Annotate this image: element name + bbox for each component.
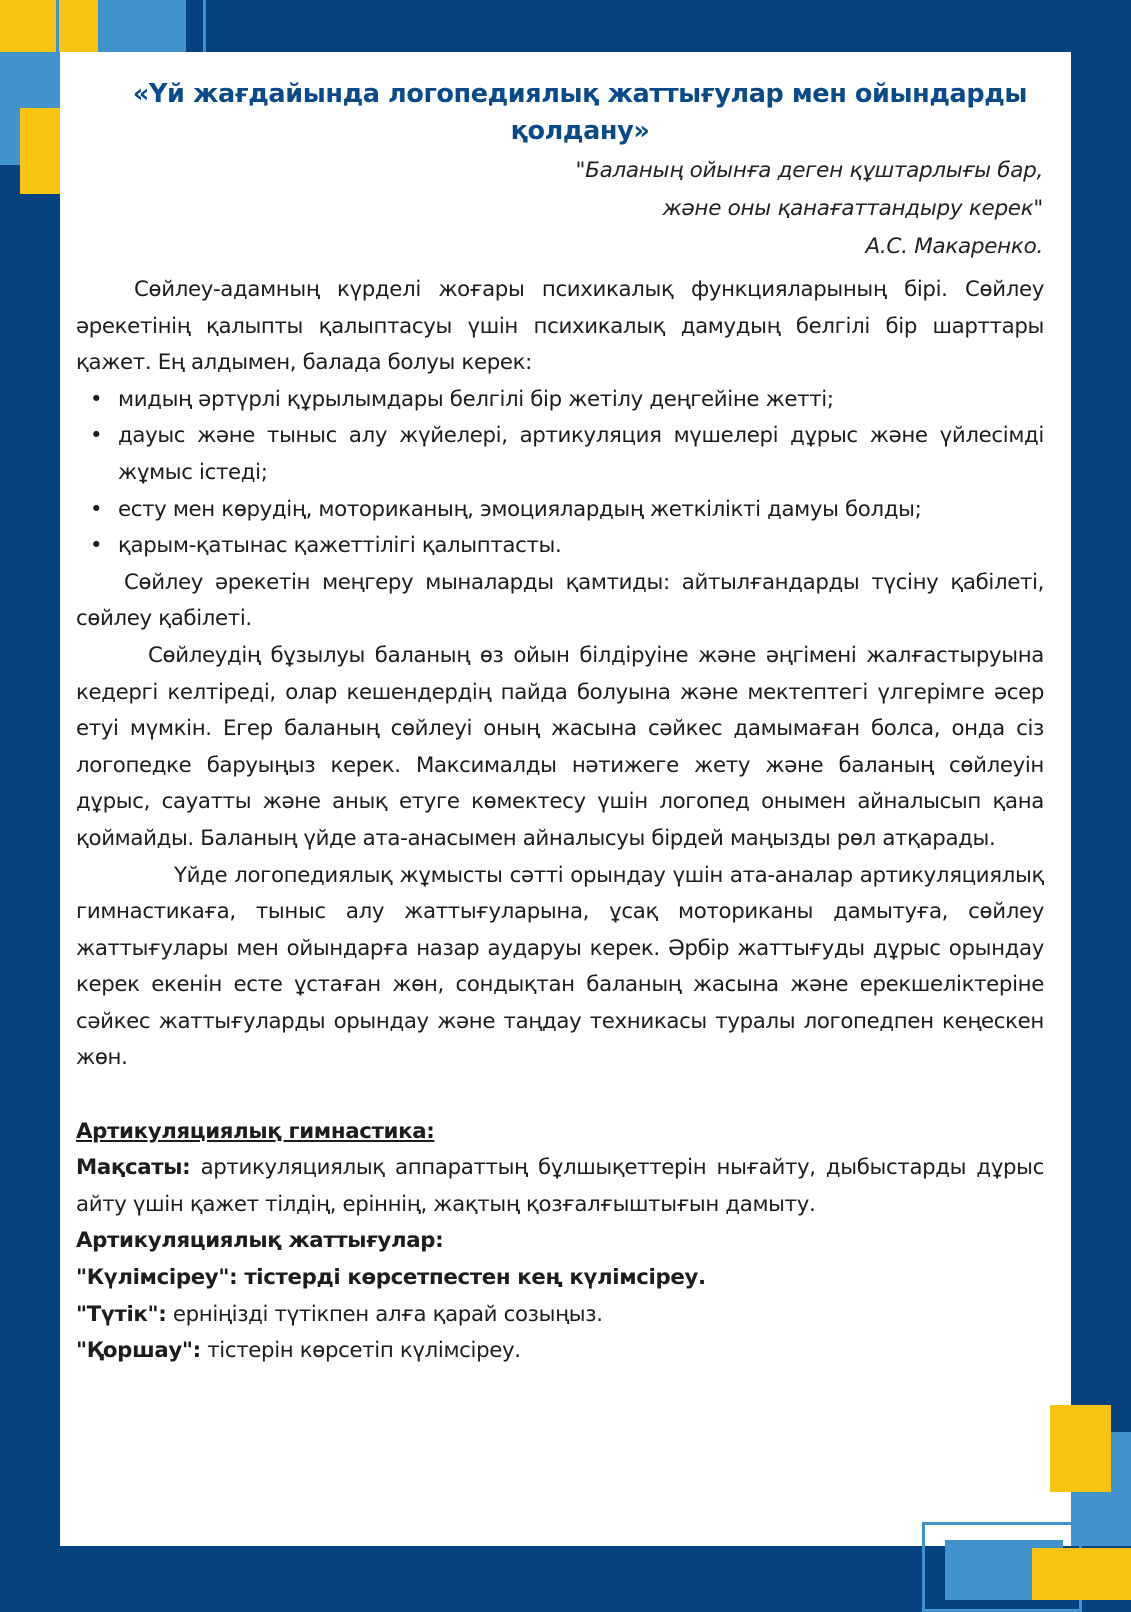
bullet-icon: • <box>90 423 103 449</box>
exercise-item <box>76 1333 1044 1370</box>
paragraph-speech-mastery: Сөйлеу әрекетін меңгеру мыналарды қамтиды: айтылғандарды түсіну қабілеті, сөйлеу қабілеті. <box>76 569 1044 632</box>
list-item: • мидың әртүрлі құрылымдары белгілі бір жетілу деңгейіне жетті; <box>118 382 1044 419</box>
epigraph-author: А.С. Макаренко. <box>865 234 1043 259</box>
conditions-list <box>76 382 1044 565</box>
list-item: • қарым-қатынас қажеттілігі қалыптасты. <box>118 528 1044 565</box>
epigraph-line-1: "Баланың ойынға деген құштарлығы бар, <box>575 158 1043 183</box>
exercise-desc: тістерді көрсетпестен кең күлімсіреу. <box>237 1265 706 1291</box>
paragraph-home-work: Үйде логопедиялық жұмысты сәтті орындау үшін ата-аналар артикуляциялық гимнастикаға, тыныс алу жаттығуларына, ұсақ моториканы дамытуға, сөйлеу жаттығулары мен ойындарға назар аударуы керек. Әрбір жаттығуды дұрыс орындау керек екенін есте ұстаған жөн, сондықтан баланың жасына және ерекшеліктеріне сәйкес жаттығуларды орындау және таңдау техникасы туралы логопедпен кеңескен жөн. <box>76 862 1044 1071</box>
exercises-heading: Артикуляциялық жаттығулар: <box>76 1228 444 1254</box>
epigraph-line-2: және оны қанағаттандыру керек" <box>662 196 1043 221</box>
exercise-name: "Түтік": <box>76 1301 167 1327</box>
paragraph-speech-disorder: Сөйлеудің бұзылуы баланың өз ойын білдіруіне және әңгімені жалғастыруына кедергі келтіреді, олар кешендердің пайда болуына және мектептегі үлгерімге әсер етуі мүмкін. Егер баланың сөйлеуі оның жасына сәйкес дамымаған болса, онда сіз логопедке баруыңыз керек. Максималды нәтижеге жету және баланың сөйлеуін дұрыс, сауатты және анық етуге көмектесу үшін логопед онымен айналысып қана қоймайды. Баланың үйде ата-анасымен айналысуы бірдей маңызды рөл атқарады. <box>76 642 1044 851</box>
spacer <box>76 1077 1044 1114</box>
goal-paragraph <box>76 1150 1044 1223</box>
paragraph-intro: Сөйлеу-адамның күрделі жоғары психикалық функцияларының бірі. Сөйлеу әрекетінің қалыпты қалыптасуы үшін психикалық дамудың белгілі бір шарттары қажет. Ең алдымен, балада болуы керек: <box>76 277 1044 376</box>
goal-text: артикуляциялық аппараттың бұлшықеттерін нығайту, дыбыстарды дұрыс айту үшін қажет тілдің, еріннің, жақтың қозғалғыштығын дамыту. <box>76 1155 1044 1217</box>
epigraph <box>576 152 1043 266</box>
bullet-icon: • <box>90 533 103 559</box>
section-heading-gymnastics: Артикуляциялық гимнастика: <box>76 1118 435 1144</box>
exercise-name: "Күлімсіреу": <box>76 1265 238 1291</box>
exercise-desc: ерніңізді түтікпен алға қарай созыңыз. <box>166 1301 603 1327</box>
article-body <box>76 272 1044 1370</box>
decor-yellow-block-bottom-right <box>1032 1548 1131 1600</box>
list-item: • есту мен көрудің, моториканың, эмоциялардың жеткілікті дамуы болды; <box>118 492 1044 529</box>
goal-label: Мақсаты: <box>76 1155 191 1181</box>
title-line-1: «Үй жағдайында логопедиялық жаттығулар мен ойындарды <box>132 79 1028 109</box>
exercise-item <box>76 1260 1044 1297</box>
exercise-item <box>76 1297 1044 1334</box>
list-item: • дауыс және тыныс алу жүйелері, артикуляция мүшелері дұрыс және үйлесімді жұмыс істеді; <box>118 418 1044 491</box>
exercise-name: "Қоршау": <box>76 1338 201 1364</box>
title-line-2: қолдану» <box>510 116 650 146</box>
decor-yellow-block-right <box>1050 1405 1111 1492</box>
exercise-desc: тістерін көрсетіп күлімсіреу. <box>200 1338 521 1364</box>
bullet-icon: • <box>90 496 103 522</box>
page-title <box>100 76 1060 150</box>
bullet-icon: • <box>90 386 103 412</box>
